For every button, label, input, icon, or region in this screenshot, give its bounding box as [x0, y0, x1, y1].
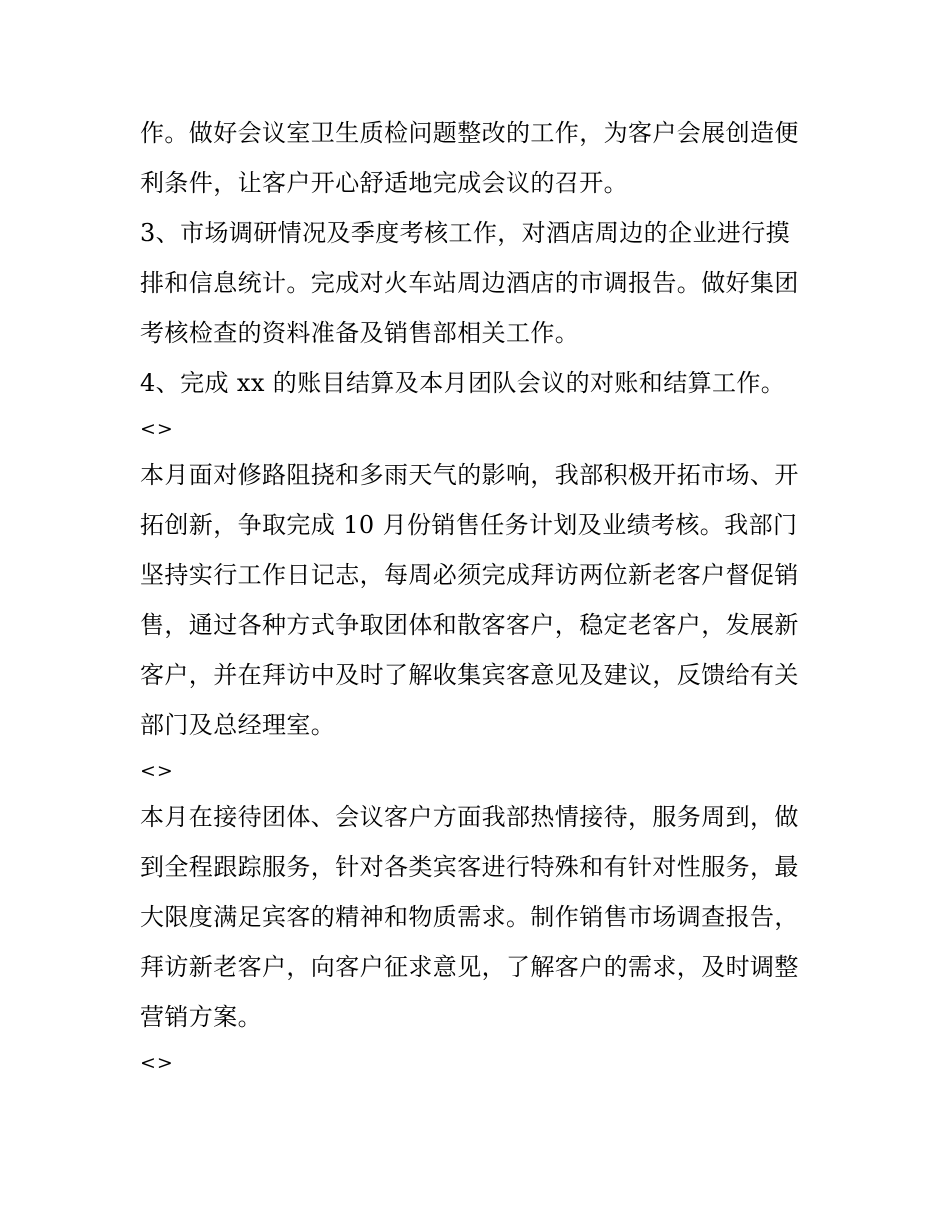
text-line: 本月在接待团体、会议客户方面我部热情接待，服务周到，做 — [140, 803, 799, 831]
text-line: 3、市场调研情况及季度考核工作，对酒店周边的企业进行摸 — [140, 219, 791, 247]
text-line: 本月面对修路阻挠和多雨天气的影响，我部积极开拓市场、开 — [140, 461, 799, 489]
paragraph-market-research — [140, 208, 820, 358]
text-line: 拓创新，争取完成 10 月份销售任务计划及业绩考核。我部门 — [140, 511, 798, 539]
text-line: 售，通过各种方式争取团体和散客客户，稳定老客户，发展新 — [140, 611, 799, 639]
text-line: 客户，并在拜访中及时了解收集宾客意见及建议，反馈给有关 — [140, 661, 799, 689]
text-line: 大限度满足宾客的精神和物质需求。制作销售市场调查报告， — [140, 903, 799, 931]
text-line: 部门及总经理室。 — [140, 711, 336, 739]
paragraph-market-expansion — [140, 450, 820, 750]
text-line: 利条件，让客户开心舒适地完成会议的召开。 — [140, 169, 628, 197]
text-line: 坚持实行工作日记志，每周必须完成拜访两位新老客户督促销 — [140, 561, 799, 589]
paragraph-meeting-room — [140, 108, 820, 208]
section-separator: <> — [140, 760, 174, 782]
text-line: 营销方案。 — [140, 1003, 262, 1031]
text-line: 排和信息统计。完成对火车站周边酒店的市调报告。做好集团 — [140, 269, 799, 297]
text-line: 拜访新老客户，向客户征求意见，了解客户的需求，及时调整 — [140, 953, 799, 981]
paragraph-client-reception — [140, 792, 820, 1042]
text-line: 考核检查的资料准备及销售部相关工作。 — [140, 319, 580, 347]
document-body — [140, 108, 820, 1084]
text-line: 到全程跟踪服务，针对各类宾客进行特殊和有针对性服务，最 — [140, 853, 799, 881]
text-line: 4、完成 xx 的账目结算及本月团队会议的对账和结算工作。 — [140, 369, 786, 397]
section-separator: <> — [140, 418, 174, 440]
section-separator: <> — [140, 1052, 174, 1074]
text-line: 作。做好会议室卫生质检问题整改的工作，为客户会展创造便 — [140, 119, 799, 147]
paragraph-accounts-settlement — [140, 358, 820, 408]
